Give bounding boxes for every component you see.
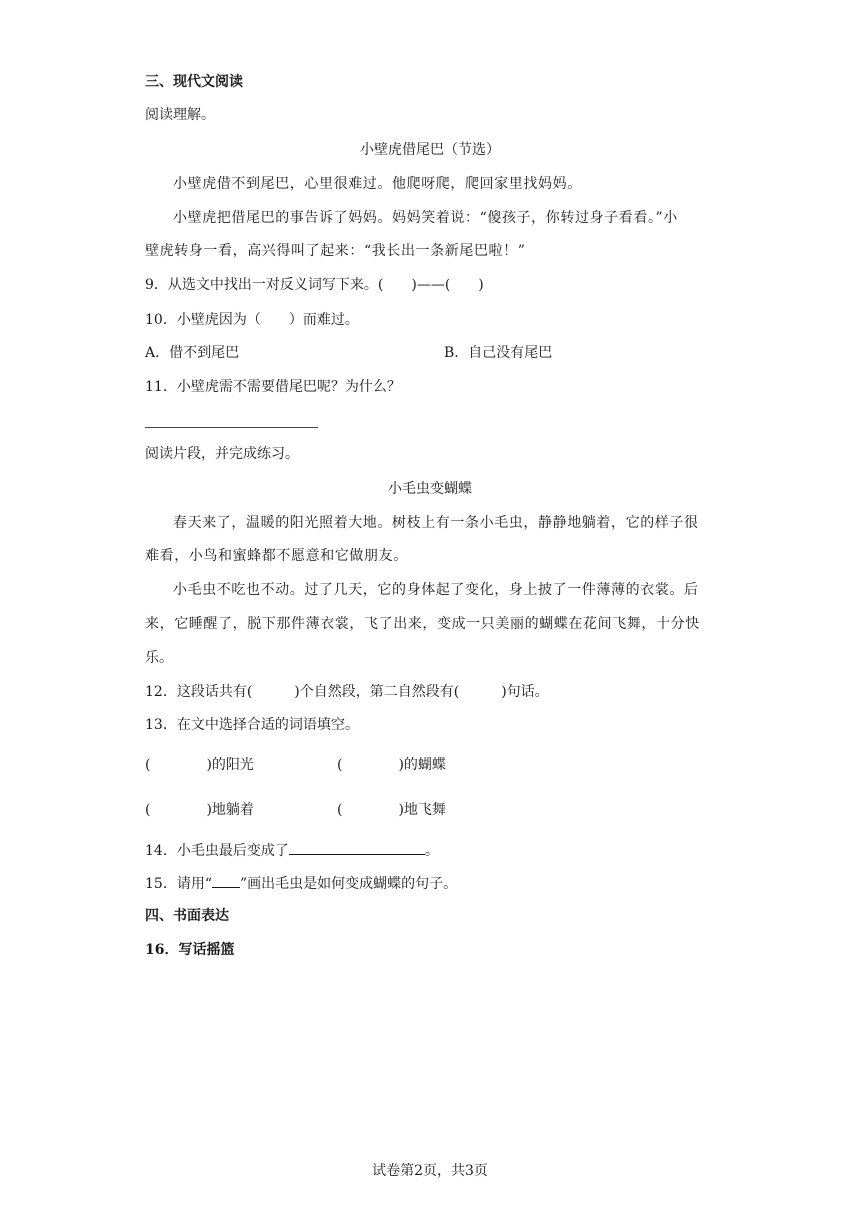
question-15-underline-sample xyxy=(212,873,240,888)
reading2-title: 小毛虫变蝴蝶 xyxy=(388,481,472,497)
reading2-paragraph-2-line-2: 来，它睡醒了，脱下那件薄衣裳，飞了出来，变成一只美丽的蝴蝶在花间飞舞，十分快 xyxy=(145,616,700,632)
question-15-prefix: 15．请用“ xyxy=(145,876,212,892)
blank-lying[interactable]: ( )地躺着 xyxy=(145,802,254,818)
reading2-paragraph-2-line-3: 乐。 xyxy=(145,650,173,666)
question-14-prefix: 14．小毛虫最后变成了 xyxy=(145,843,289,859)
reading2-intro: 阅读片段，并完成练习。 xyxy=(145,446,299,462)
question-14-blank[interactable] xyxy=(289,840,425,855)
question-10-option-a: A．借不到尾巴 xyxy=(145,345,240,361)
question-16: 16．写话摇篮 xyxy=(145,942,235,958)
reading1-intro: 阅读理解。 xyxy=(145,107,215,123)
reading1-paragraph-2-line-1: 小壁虎把借尾巴的事告诉了妈妈。妈妈笑着说：“傻孩子，你转过身子看看。”小 xyxy=(173,210,678,226)
blank-sunlight[interactable]: ( )的阳光 xyxy=(145,757,254,773)
reading1-title: 小壁虎借尾巴（节选） xyxy=(360,142,500,158)
page-footer: 试卷第2页，共3页 xyxy=(372,1163,488,1179)
reading2-paragraph-1-line-2: 难看，小鸟和蜜蜂都不愿意和它做朋友。 xyxy=(145,548,408,564)
question-11: 11．小壁虎需不需要借尾巴呢？为什么？ xyxy=(145,379,401,395)
answer-line[interactable] xyxy=(145,427,318,428)
question-13: 13．在文中选择合适的词语填空。 xyxy=(145,717,359,733)
question-10: 10．小壁虎因为（ ）而难过。 xyxy=(145,312,359,328)
section-title-writing: 四、书面表达 xyxy=(145,908,229,924)
question-14 xyxy=(145,840,439,861)
question-12: 12．这段话共有( )个自然段，第二自然段有( )句话。 xyxy=(145,684,549,700)
question-15 xyxy=(145,873,457,894)
question-15-suffix: ”画出毛虫是如何变成蝴蝶的句子。 xyxy=(239,876,458,892)
reading2-paragraph-2-line-1: 小毛虫不吃也不动。过了几天，它的身体起了变化，身上披了一件薄薄的衣裳。后 xyxy=(173,582,699,598)
question-10-option-b: B．自己没有尾巴 xyxy=(444,345,553,361)
reading1-paragraph-1: 小壁虎借不到尾巴，心里很难过。他爬呀爬，爬回家里找妈妈。 xyxy=(173,176,582,192)
blank-butterfly[interactable]: ( )的蝴蝶 xyxy=(337,757,446,773)
reading2-paragraph-1-line-1: 春天来了，温暖的阳光照着大地。树枝上有一条小毛虫，静静地躺着，它的样子很 xyxy=(173,515,699,531)
reading1-paragraph-2-line-2: 壁虎转身一看，高兴得叫了起来：“我长出一条新尾巴啦！” xyxy=(145,243,526,259)
blank-dancing[interactable]: ( )地飞舞 xyxy=(337,802,446,818)
section-title-reading: 三、现代文阅读 xyxy=(145,74,243,90)
question-9: 9．从选文中找出一对反义词写下来。( )——( ) xyxy=(145,277,484,293)
question-14-suffix: 。 xyxy=(424,843,439,859)
